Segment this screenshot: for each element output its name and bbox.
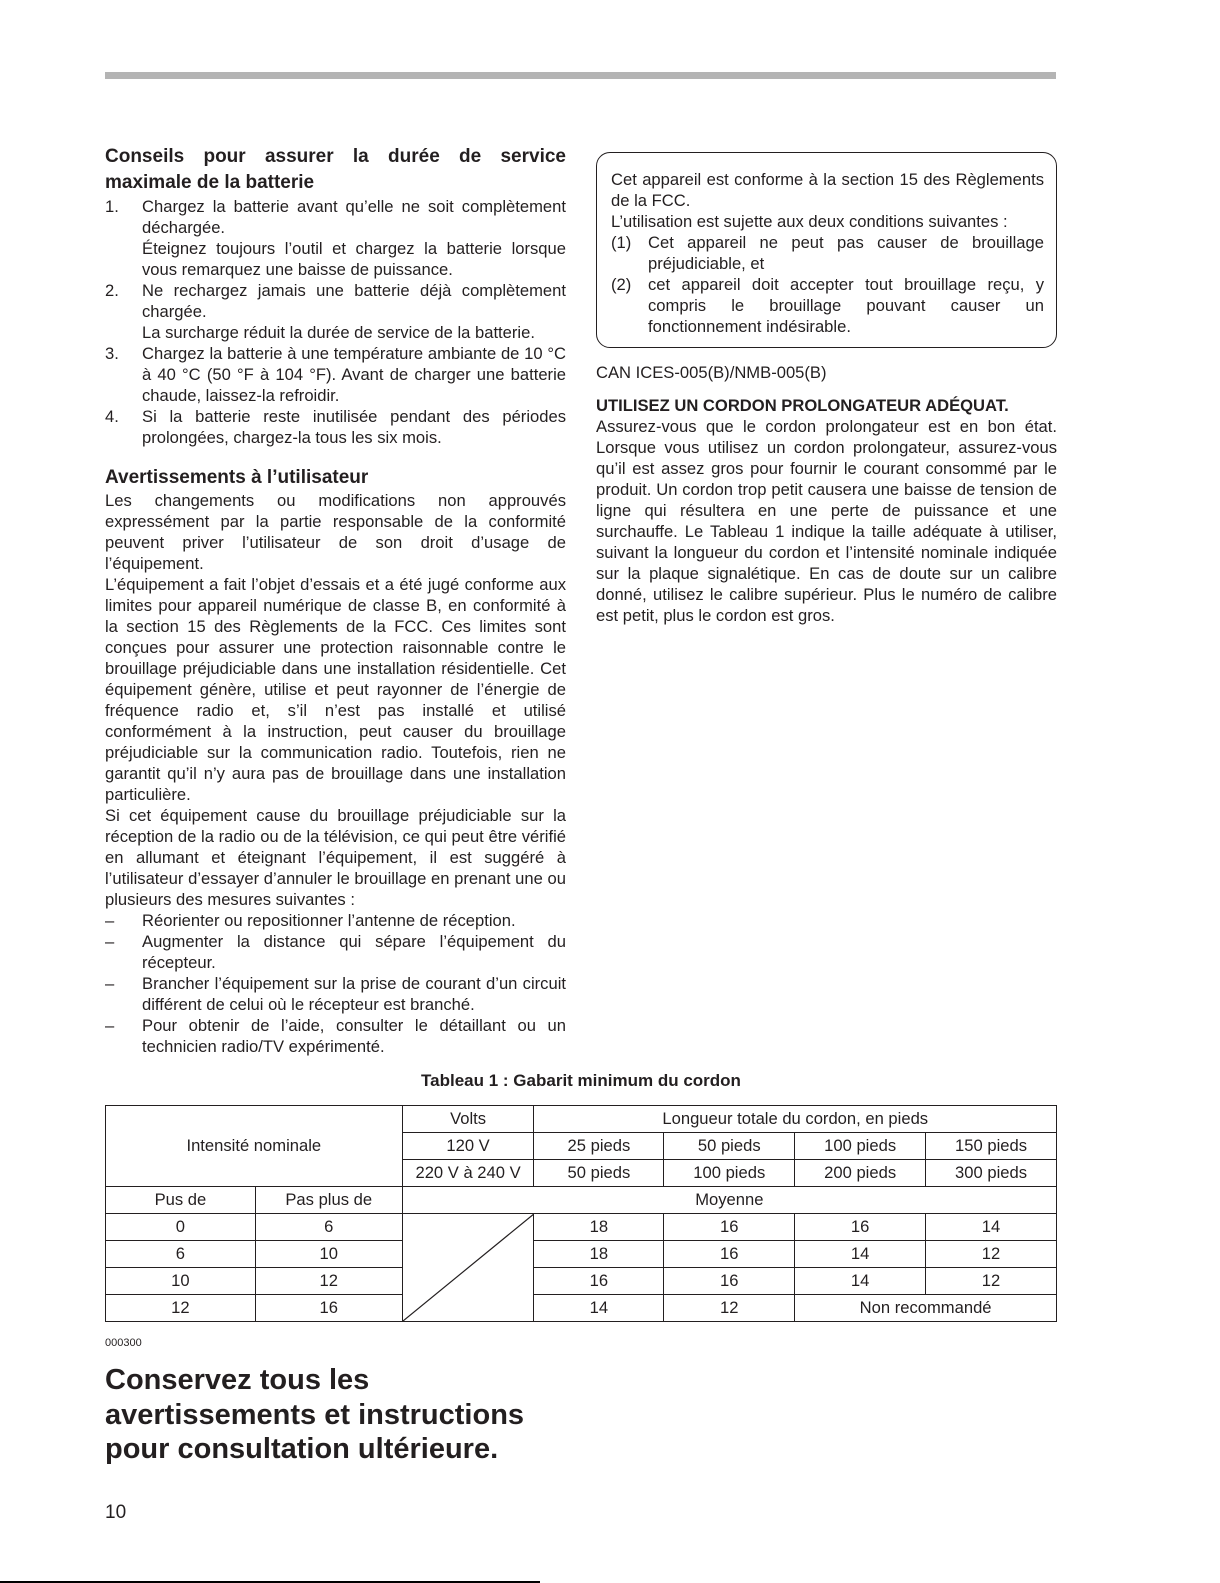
warning-paragraph: Si cet équipement cause du brouillage préjudiciable sur la réception de la radio ou de la télévision, ce qui peut être vérifié en allumant et éteignant l’équipement, il est suggéré à l’utilisateur d’essayer d’annuler le brouillage en prenant une ou plusieurs des mesures suivantes : bbox=[105, 806, 566, 909]
table-cell: 10 bbox=[255, 1241, 402, 1268]
right-column bbox=[596, 150, 1057, 626]
item-text: Chargez la batterie à une température ambiante de 10 °C à 40 °C (50 °F à 104 °F). Avant de charger une batterie chaude, laissez-la refroidir. bbox=[142, 344, 566, 405]
list-item bbox=[105, 910, 566, 931]
diagonal-empty-cell bbox=[402, 1214, 534, 1322]
item-text: Si la batterie reste inutilisée pendant des périodes prolongées, chargez-la tous les six mois. bbox=[142, 407, 566, 447]
battery-tips-list bbox=[105, 196, 566, 448]
table-row bbox=[106, 1187, 1057, 1214]
table-cell: 16 bbox=[664, 1241, 795, 1268]
dash-bullet: – bbox=[105, 1016, 115, 1035]
battery-tips-heading: Conseils pour assurer la durée de service maximale de la batterie bbox=[105, 146, 566, 193]
gauge-header: Moyenne bbox=[402, 1187, 1056, 1214]
warning-paragraph: Les changements ou modifications non approuvés expressément par la partie responsable de la conformité peuvent priver l’utilisateur de son droit d’usage de l’équipement. bbox=[105, 491, 566, 573]
volts-header: Volts bbox=[402, 1106, 534, 1133]
table-cell: 16 bbox=[255, 1295, 402, 1322]
table-cell: 16 bbox=[534, 1268, 664, 1295]
item-number: (2) bbox=[611, 275, 632, 294]
list-item bbox=[105, 280, 566, 343]
dash-bullet: – bbox=[105, 911, 115, 930]
header-rule bbox=[105, 72, 1056, 79]
page-number: 10 bbox=[105, 1502, 127, 1523]
item-text: Brancher l’équipement sur la prise de courant d’un circuit différent de celui où le récepteur est branché. bbox=[142, 974, 566, 1014]
table-cell: 14 bbox=[534, 1295, 664, 1322]
table-cell: 16 bbox=[664, 1268, 795, 1295]
diagonal-line-icon bbox=[403, 1214, 534, 1321]
dash-bullet: – bbox=[105, 974, 115, 993]
list-item bbox=[105, 196, 566, 280]
item-text: Cet appareil ne peut pas causer de brouillage préjudiciable, et bbox=[648, 233, 1044, 273]
table-cell: 14 bbox=[795, 1241, 926, 1268]
list-item bbox=[105, 973, 566, 1015]
table-cell: 120 V bbox=[402, 1133, 534, 1160]
table-cell: 50 pieds bbox=[534, 1160, 664, 1187]
list-item bbox=[611, 274, 1044, 337]
fcc-notice-box bbox=[596, 152, 1057, 348]
table-cell: 16 bbox=[795, 1214, 926, 1241]
fcc-conditions-intro: L’utilisation est sujette aux deux conditions suivantes : bbox=[611, 212, 1008, 231]
item-text: Augmenter la distance qui sépare l’équipement du récepteur. bbox=[142, 932, 566, 972]
item-number: 4. bbox=[105, 407, 119, 426]
fcc-statement: Cet appareil est conforme à la section 15 des Règlements de la FCC. bbox=[611, 170, 1044, 210]
table-row bbox=[106, 1268, 1057, 1295]
table-cell: 16 bbox=[664, 1214, 795, 1241]
not-recommended-cell: Non recommandé bbox=[795, 1295, 1057, 1322]
document-code: 000300 bbox=[105, 1337, 142, 1349]
list-item bbox=[611, 232, 1044, 274]
closing-line: pour consultation ultérieure. bbox=[105, 1433, 499, 1465]
list-item bbox=[105, 1015, 566, 1057]
table-cell: 50 pieds bbox=[664, 1133, 795, 1160]
table-cell: 12 bbox=[926, 1268, 1057, 1295]
warning-paragraph: L’équipement a fait l’objet d’essais et a été jugé conforme aux limites pour appareil numérique de classe B, en conformité à la section 15 des Règlements de la FCC. Ces limites sont conçues pour assurer une protection raisonnable contre le brouillage préjudiciable dans une installation résidentielle. Cet équipement génère, utilise et peut rayonner de l’énergie de fréquence radio et, s’il n’est pas installé et utilisé conformément à la instruction, peut causer du brouillage préjudiciable sur la communication radio. Toutefois, rien ne garantit qu’il n’y aura pas de brouillage dans une installation particulière. bbox=[105, 575, 566, 804]
table-cell: 25 pieds bbox=[534, 1133, 664, 1160]
table-cell: 18 bbox=[534, 1214, 664, 1241]
table-cell: 10 bbox=[106, 1268, 256, 1295]
table-cell: 100 pieds bbox=[664, 1160, 795, 1187]
cord-gauge-table bbox=[105, 1105, 1057, 1322]
can-ices-label: CAN ICES-005(B)/NMB-005(B) bbox=[596, 363, 827, 382]
table-row bbox=[106, 1241, 1057, 1268]
rating-header: Intensité nominale bbox=[106, 1106, 403, 1187]
not-more-than-header: Pas plus de bbox=[255, 1187, 402, 1214]
item-text: Ne rechargez jamais une batterie déjà complètement chargée. bbox=[142, 281, 566, 321]
extension-cord-heading: UTILISEZ UN CORDON PROLONGATEUR ADÉQUAT. bbox=[596, 396, 1009, 415]
item-number: 1. bbox=[105, 197, 119, 216]
table-cell: 12 bbox=[926, 1241, 1057, 1268]
dash-bullet: – bbox=[105, 932, 115, 951]
closing-line: avertissements et instructions bbox=[105, 1398, 525, 1431]
more-than-header: Pus de bbox=[106, 1187, 256, 1214]
item-text: Pour obtenir de l’aide, consulter le détaillant ou un technicien radio/TV expérimenté. bbox=[142, 1016, 566, 1056]
table-cell: 6 bbox=[255, 1214, 402, 1241]
item-text: La surcharge réduit la durée de service de la batterie. bbox=[142, 323, 535, 342]
table-row bbox=[106, 1214, 1057, 1241]
item-number: 3. bbox=[105, 344, 119, 363]
item-text: cet appareil doit accepter tout brouillage reçu, y compris le brouillage pouvant causer un fonctionnement indésirable. bbox=[648, 275, 1044, 336]
table-cell: 12 bbox=[664, 1295, 795, 1322]
length-header: Longueur totale du cordon, en pieds bbox=[534, 1106, 1057, 1133]
list-item bbox=[105, 931, 566, 973]
closing-line: Conservez tous les bbox=[105, 1364, 370, 1396]
table-cell: 150 pieds bbox=[926, 1133, 1057, 1160]
item-text: Réorienter ou repositionner l’antenne de réception. bbox=[142, 911, 516, 930]
table-cell: 12 bbox=[106, 1295, 256, 1322]
closing-heading bbox=[105, 1363, 524, 1467]
list-item bbox=[105, 343, 566, 406]
item-text: Chargez la batterie avant qu’elle ne soit complètement déchargée. bbox=[142, 197, 566, 237]
table-cell: 100 pieds bbox=[795, 1133, 926, 1160]
table-cell: 14 bbox=[795, 1268, 926, 1295]
table-title: Tableau 1 : Gabarit minimum du cordon bbox=[421, 1071, 741, 1090]
table-cell: 12 bbox=[255, 1268, 402, 1295]
item-number: (1) bbox=[611, 233, 632, 252]
table-cell: 14 bbox=[926, 1214, 1057, 1241]
measures-list bbox=[105, 910, 566, 1057]
table-cell: 300 pieds bbox=[926, 1160, 1057, 1187]
list-item bbox=[105, 406, 566, 448]
fcc-conditions-list bbox=[611, 232, 1044, 337]
item-text: Éteignez toujours l’outil et chargez la batterie lorsque vous remarquez une baisse de puissance. bbox=[142, 239, 566, 279]
table-cell: 6 bbox=[106, 1241, 256, 1268]
table-cell: 0 bbox=[106, 1214, 256, 1241]
table-row bbox=[106, 1295, 1057, 1322]
user-warnings-heading: Avertissements à l’utilisateur bbox=[105, 467, 369, 488]
table-cell: 200 pieds bbox=[795, 1160, 926, 1187]
left-column bbox=[105, 144, 566, 1057]
table-cell: 220 V à 240 V bbox=[402, 1160, 534, 1187]
table-row bbox=[106, 1106, 1057, 1133]
item-number: 2. bbox=[105, 281, 119, 300]
table-cell: 18 bbox=[534, 1241, 664, 1268]
extension-cord-body: Assurez-vous que le cordon prolongateur est en bon état. Lorsque vous utilisez un cordon prolongateur, assurez-vous qu’il est assez gros pour fournir le courant consommé par le produit. Un cordon trop petit causera une baisse de tension de ligne qui résultera en une perte de puissance et une surchauffe. Le Tableau 1 indique la taille adéquate à utiliser, suivant la longueur du cordon et l’intensité nominale indiquée sur la plaque signalétique. En cas de doute sur un calibre donné, utilisez le calibre supérieur. Plus le numéro de calibre est petit, plus le cordon est gros. bbox=[596, 417, 1057, 625]
